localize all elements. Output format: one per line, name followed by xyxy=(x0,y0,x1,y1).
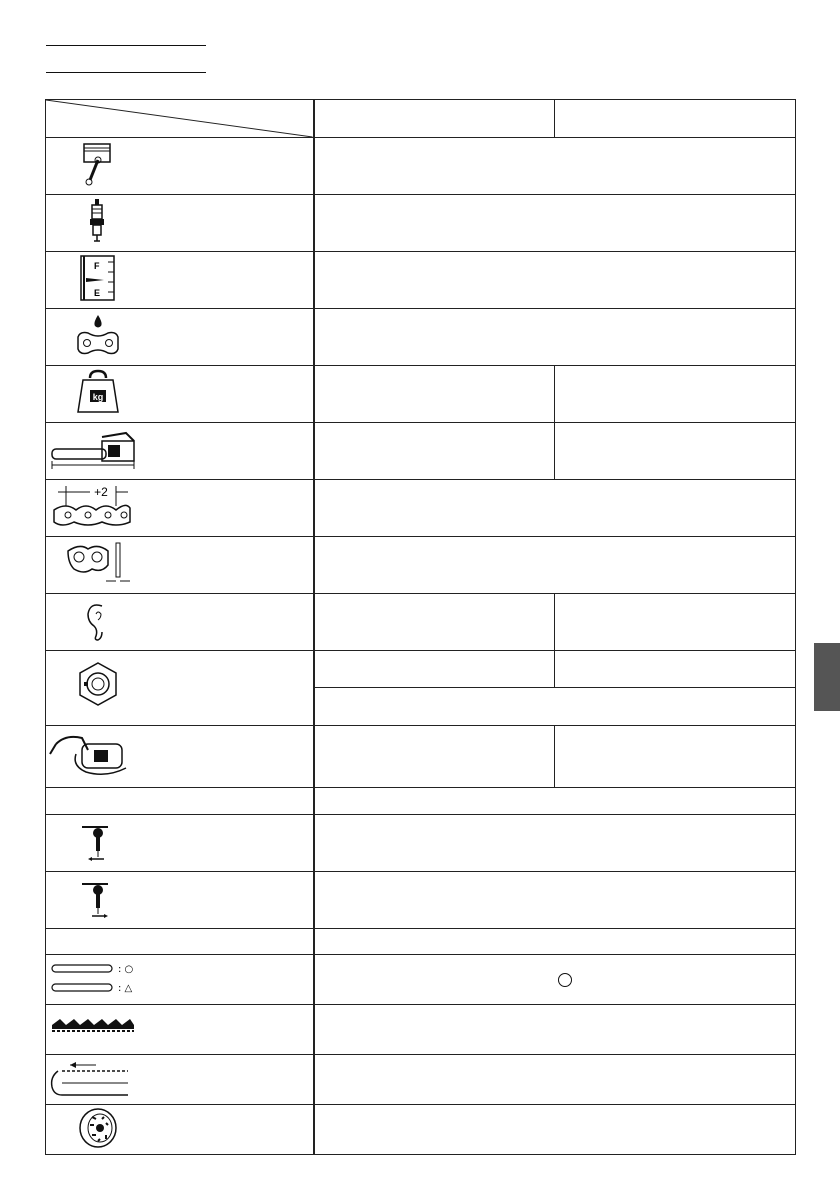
table-row-blank-2 xyxy=(46,929,796,955)
circle-mark-icon xyxy=(558,973,572,987)
table-row-noise xyxy=(46,594,796,651)
clutch-drum-value xyxy=(314,1105,796,1155)
weight-kg-label: kg xyxy=(92,392,104,402)
table-row-adjust-1 xyxy=(46,815,796,872)
noise-value-1 xyxy=(314,594,555,651)
header-col-2 xyxy=(555,100,796,138)
diagonal-header-cell xyxy=(46,100,314,138)
table-row-chain-oil xyxy=(46,309,796,366)
table-row-chain-gauge xyxy=(46,537,796,594)
table-row-blank-1 xyxy=(46,788,796,815)
fuel-empty-label: E xyxy=(94,288,101,298)
chain-direction-value xyxy=(314,1055,796,1105)
table-row-fuel-tank xyxy=(46,252,796,309)
overall-length-value-1 xyxy=(314,423,555,480)
chain-pitch-label: +2 xyxy=(94,485,108,499)
section-side-tab xyxy=(814,643,840,711)
adjust-1-value xyxy=(314,815,796,872)
table-row-weight xyxy=(46,366,796,423)
weight-kg-icon xyxy=(46,366,314,419)
weight-value-1 xyxy=(314,366,555,423)
saw-chain-icon xyxy=(46,1005,314,1051)
vibration-value-2 xyxy=(555,726,796,788)
chain-oil-value xyxy=(314,309,796,366)
table-row-chain-direction xyxy=(46,1055,796,1105)
specification-table xyxy=(45,99,796,1155)
sprocket-value-2 xyxy=(555,651,796,688)
top-rule-2 xyxy=(46,72,206,73)
table-row-guide-bar xyxy=(46,955,796,1005)
displacement-value xyxy=(314,138,796,195)
guide-bar-value xyxy=(314,955,796,1005)
chain-direction-icon xyxy=(46,1055,314,1101)
chain-gauge-icon xyxy=(46,537,314,590)
table-row-chain-pitch xyxy=(46,480,796,537)
table-row-saw-chain xyxy=(46,1005,796,1055)
header-col-1 xyxy=(314,100,555,138)
table-row-displacement xyxy=(46,138,796,195)
table-row-sprocket-top xyxy=(46,651,796,688)
clutch-drum-icon xyxy=(46,1105,314,1151)
chainsaw-hand-icon xyxy=(46,726,314,784)
saw-chain-value xyxy=(314,1005,796,1055)
chain-pitch-icon xyxy=(46,480,314,533)
piston-icon xyxy=(46,138,314,191)
chain-pitch-value xyxy=(314,480,796,537)
noise-value-2 xyxy=(555,594,796,651)
table-row-spark-plug xyxy=(46,195,796,252)
fuel-gauge-icon xyxy=(46,252,314,305)
fuel-full-label: F xyxy=(94,261,100,271)
vibration-value-1 xyxy=(314,726,555,788)
chain-gauge-value xyxy=(314,537,796,594)
top-rule-1 xyxy=(46,45,206,46)
oil-drop-chain-icon xyxy=(46,309,314,362)
table-row-vibration xyxy=(46,726,796,788)
spark-plug-icon xyxy=(46,195,314,248)
table-row-adjust-2 xyxy=(46,872,796,929)
fuel-tank-value xyxy=(314,252,796,309)
table-row-clutch-drum xyxy=(46,1105,796,1155)
weight-value-2 xyxy=(555,366,796,423)
chainsaw-side-icon xyxy=(46,423,314,476)
carburetor-screw-icon xyxy=(46,815,314,868)
overall-length-value-2 xyxy=(555,423,796,480)
carburetor-screw-icon xyxy=(46,872,314,925)
sprocket-value-1 xyxy=(314,651,555,688)
guide-bar-circle-label: : ○ xyxy=(118,964,134,975)
sprocket-nut-icon xyxy=(46,651,314,722)
ear-icon xyxy=(46,594,314,647)
table-row-overall-length xyxy=(46,423,796,480)
guide-bar-triangle-label: : △ xyxy=(118,983,133,994)
guide-bar-icon xyxy=(46,955,314,1001)
header-row xyxy=(46,100,796,138)
spark-plug-value xyxy=(314,195,796,252)
adjust-2-value xyxy=(314,872,796,929)
sprocket-value-3 xyxy=(314,687,796,725)
